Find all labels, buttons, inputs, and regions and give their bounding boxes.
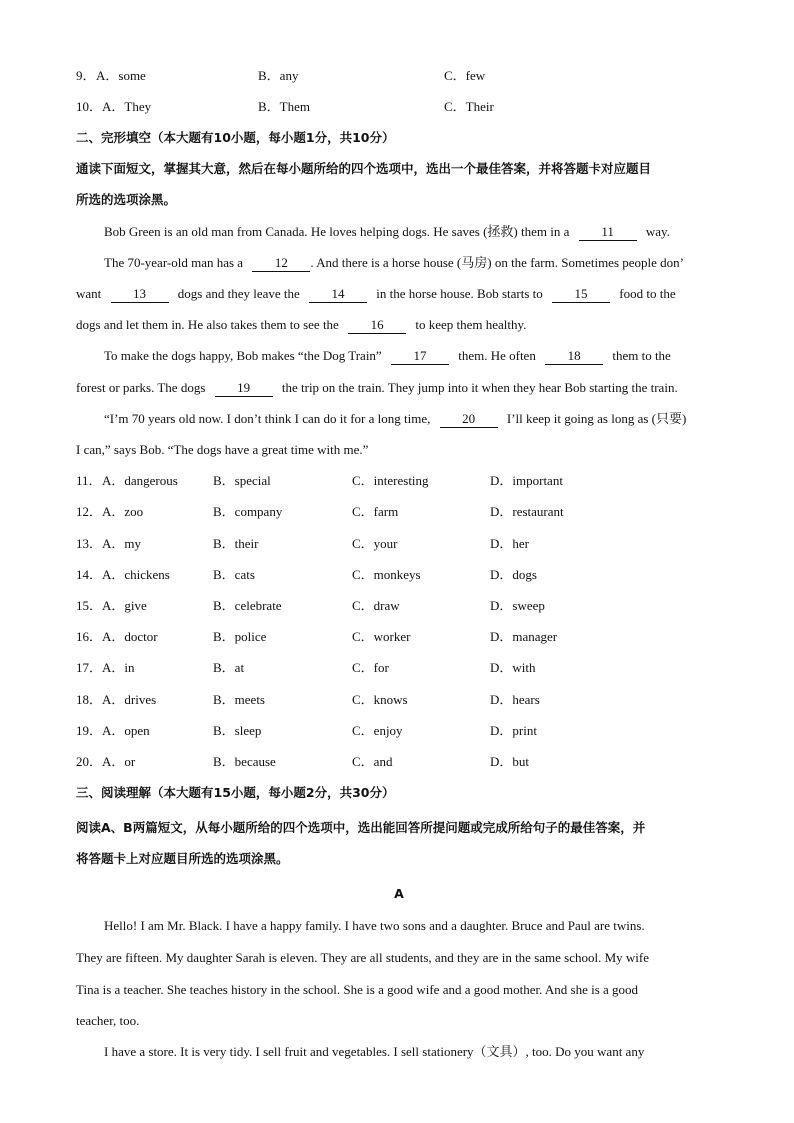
passage-text: them to the	[612, 348, 671, 363]
option-c[interactable]: C．knows	[352, 692, 408, 707]
passage-text: forest or parks. The dogs	[76, 380, 206, 395]
question-number: 13．	[76, 536, 103, 551]
option-a[interactable]: A．doctor	[102, 629, 158, 644]
blank-18: 18	[545, 348, 603, 365]
reading-a-line-1: Hello! I am Mr. Black. I have a happy family. I have two sons and a daughter. Bruce and Paul are twins.	[104, 918, 645, 933]
passage-line-4	[76, 315, 722, 335]
option-a[interactable]: A．open	[102, 723, 150, 738]
option-d[interactable]: D．sweep	[490, 598, 545, 613]
passage-line-2	[76, 253, 750, 273]
reading-a-line-2: They are fifteen. My daughter Sarah is eleven. They are all students, and they are in the same school. My wife	[76, 950, 650, 965]
question-number: 18．	[76, 692, 103, 707]
option-b[interactable]: B．special	[213, 473, 271, 488]
question-number: 11．	[76, 473, 102, 488]
option-b[interactable]: B．cats	[213, 567, 255, 582]
question-number: 14．	[76, 567, 103, 582]
passage-text: the trip on the train. They jump into it when they hear Bob starting the train.	[281, 380, 678, 395]
question-number: 19．	[76, 723, 103, 738]
option-b[interactable]: B．celebrate	[213, 598, 282, 613]
section-2-title: 二、完形填空（本大题有10小题，每小题1分，共10分）	[76, 130, 395, 145]
option-c[interactable]: C．your	[352, 536, 398, 551]
passage-text: To make the dogs happy, Bob makes “the Dog Train”	[104, 348, 382, 363]
option-d[interactable]: D．her	[490, 536, 529, 551]
passage-line-1	[76, 222, 750, 242]
option-c[interactable]: C．worker	[352, 629, 411, 644]
question-number: 9．	[76, 68, 96, 83]
blank-19: 19	[215, 380, 273, 397]
section-2-instructions-line-1: 通读下面短文，掌握其大意，然后在每小题所给的四个选项中，选出一个最佳答案，并将答题卡对应题目	[76, 161, 652, 176]
option-d[interactable]: D．print	[490, 723, 537, 738]
option-b[interactable]: B．Them	[258, 99, 310, 114]
question-9	[76, 66, 722, 86]
option-c[interactable]: C．draw	[352, 598, 400, 613]
option-a[interactable]: A．in	[102, 660, 135, 675]
passage-text: dogs and they leave the	[177, 286, 300, 301]
option-d[interactable]: D．hears	[490, 692, 540, 707]
passage-text: . And there is a horse house (马房) on the farm. Sometimes people don’	[310, 255, 684, 270]
reading-a-line-4: teacher, too.	[76, 1013, 140, 1028]
option-d[interactable]: D．but	[490, 754, 530, 769]
question-11	[76, 471, 722, 491]
option-b[interactable]: B．at	[213, 660, 245, 675]
option-a[interactable]: A．drives	[102, 692, 157, 707]
option-a[interactable]: A．or	[102, 754, 136, 769]
option-c[interactable]: C．enjoy	[352, 723, 403, 738]
option-b[interactable]: B．police	[213, 629, 267, 644]
option-d[interactable]: D．restaurant	[490, 504, 564, 519]
question-17	[76, 658, 722, 678]
option-d[interactable]: D．manager	[490, 629, 558, 644]
option-c[interactable]: C．few	[444, 68, 486, 83]
option-c[interactable]: C．for	[352, 660, 389, 675]
option-b[interactable]: B．meets	[213, 692, 265, 707]
blank-16: 16	[348, 317, 406, 334]
passage-a-label: A	[394, 886, 404, 901]
passage-text: I’ll keep it going as long as (只要)	[506, 411, 687, 426]
option-c[interactable]: C．monkeys	[352, 567, 421, 582]
passage-line-3	[76, 284, 722, 304]
question-18	[76, 690, 722, 710]
option-c[interactable]: C．Their	[444, 99, 494, 114]
section-3-instructions-line-1: 阅读A、B两篇短文，从每小题所给的四个选项中，选出能回答所提问题或完成所给句子的最佳答案，并	[76, 820, 646, 835]
passage-line-7	[76, 409, 750, 429]
passage-line-6	[76, 378, 722, 398]
section-3-instructions-line-2: 将答题卡上对应题目所选的选项涂黑。	[76, 851, 289, 866]
option-d[interactable]: D．with	[490, 660, 536, 675]
passage-line-8: I can,” says Bob. “The dogs have a great time with me.”	[76, 442, 369, 457]
blank-13: 13	[111, 286, 169, 303]
option-c[interactable]: C．and	[352, 754, 393, 769]
option-a[interactable]: A．chickens	[102, 567, 170, 582]
option-b[interactable]: B．any	[258, 68, 299, 83]
question-number: 10．	[76, 99, 103, 114]
passage-text: way.	[645, 224, 670, 239]
option-a[interactable]: A．They	[102, 99, 152, 114]
option-d[interactable]: D．important	[490, 473, 563, 488]
blank-15: 15	[552, 286, 610, 303]
blank-11: 11	[579, 224, 637, 241]
question-16	[76, 627, 722, 647]
passage-text: food to the	[619, 286, 676, 301]
passage-text: them. He often	[458, 348, 536, 363]
question-15	[76, 596, 722, 616]
passage-text: in the horse house. Bob starts to	[376, 286, 543, 301]
option-b[interactable]: B．because	[213, 754, 276, 769]
option-a[interactable]: A．my	[102, 536, 142, 551]
question-13	[76, 534, 722, 554]
question-number: 12．	[76, 504, 103, 519]
blank-17: 17	[391, 348, 449, 365]
section-3-title: 三、阅读理解（本大题有15小题，每小题2分，共30分）	[76, 785, 395, 800]
question-number: 16．	[76, 629, 103, 644]
blank-20: 20	[440, 411, 498, 428]
option-a[interactable]: A．give	[102, 598, 147, 613]
question-12	[76, 502, 722, 522]
passage-text: dogs and let them in. He also takes them to see the	[76, 317, 339, 332]
option-a[interactable]: A．dangerous	[102, 473, 178, 488]
passage-text: The 70-year-old man has a	[104, 255, 244, 270]
passage-text: Bob Green is an old man from Canada. He loves helping dogs. He saves (拯救) them in a	[104, 224, 570, 239]
reading-a-line-5: I have a store. It is very tidy. I sell fruit and vegetables. I sell stationery（文具）, too. Do you want any	[104, 1044, 645, 1059]
question-10	[76, 97, 722, 117]
blank-12: 12	[252, 255, 310, 272]
passage-text: to keep them healthy.	[415, 317, 527, 332]
option-b[interactable]: B．sleep	[213, 723, 262, 738]
question-14	[76, 565, 722, 585]
question-number: 17．	[76, 660, 103, 675]
passage-text: “I’m 70 years old now. I don’t think I can do it for a long time,	[104, 411, 431, 426]
option-a[interactable]: A．zoo	[102, 504, 144, 519]
option-d[interactable]: D．dogs	[490, 567, 537, 582]
blank-14: 14	[309, 286, 367, 303]
question-number: 20．	[76, 754, 103, 769]
question-20	[76, 752, 722, 772]
option-c[interactable]: C．interesting	[352, 473, 429, 488]
option-a[interactable]: A．some	[96, 68, 146, 83]
passage-line-5	[76, 346, 750, 366]
question-number: 15．	[76, 598, 103, 613]
option-b[interactable]: B．company	[213, 504, 283, 519]
option-c[interactable]: C．farm	[352, 504, 399, 519]
question-19	[76, 721, 722, 741]
section-2-instructions-line-2: 所选的选项涂黑。	[76, 192, 177, 207]
passage-text: want	[76, 286, 102, 301]
option-b[interactable]: B．their	[213, 536, 259, 551]
reading-a-line-3: Tina is a teacher. She teaches history in the school. She is a good wife and a good mother. And she is a good	[76, 982, 639, 997]
